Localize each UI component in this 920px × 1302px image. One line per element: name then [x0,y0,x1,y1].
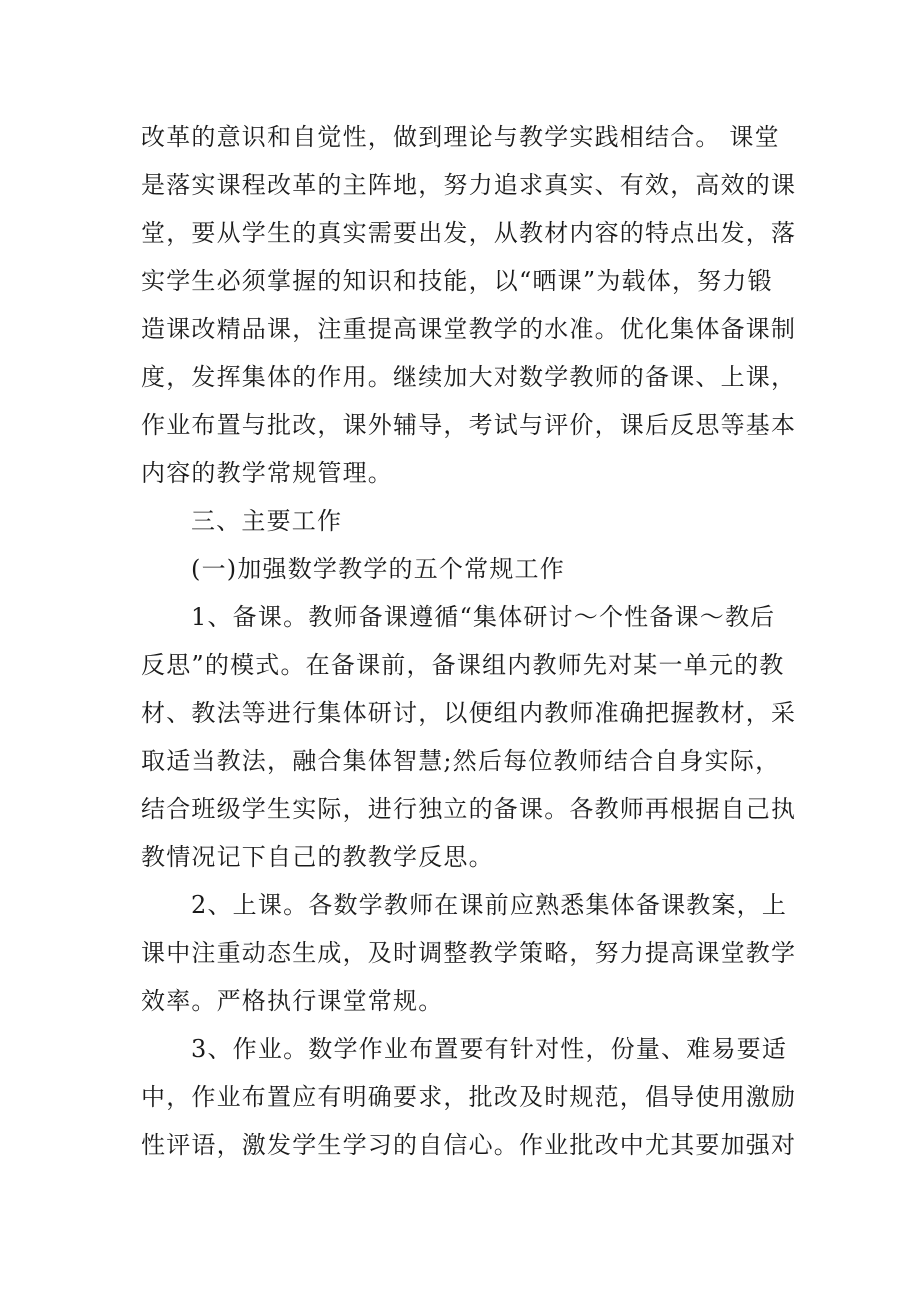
text-line: 度，发挥集体的作用。继续加大对数学教师的备课、上课， [141,363,797,391]
text-line: 内容的教学常规管理。 [141,459,393,487]
text-line: 堂，要从学生的真实需要出发，从教材内容的特点出发，落 [141,219,797,247]
text-line: 中，作业布置应有明确要求，批改及时规范，倡导使用激励 [141,1083,797,1111]
text-line: 1、备课。教师备课遵循“集体研讨～个性备课～教后 [191,603,776,631]
text-line: 材、教法等进行集体研讨，以便组内教师准确把握教材，采 [141,699,797,727]
body-text [141,113,797,1169]
text-line: 结合班级学生实际，进行独立的备课。各教师再根据自己执 [141,795,797,823]
text-line: (一)加强数学教学的五个常规工作 [191,555,565,583]
text-line: 三、主要工作 [191,507,343,535]
text-line: 实学生必须掌握的知识和技能，以“晒课”为载体，努力锻 [141,267,773,295]
text-line: 2、上课。各数学教师在课前应熟悉集体备课教案，上 [191,891,788,919]
text-line: 是落实课程改革的主阵地，努力追求真实、有效，高效的课 [141,171,797,199]
text-line: 改革的意识和自觉性，做到理论与教学实践相结合。 课堂 [141,123,780,151]
text-line: 造课改精品课，注重提高课堂教学的水准。优化集体备课制 [141,315,797,343]
text-line: 效率。严格执行课堂常规。 [141,987,444,1015]
text-line: 课中注重动态生成，及时调整教学策略，努力提高课堂教学 [141,939,797,967]
text-line: 性评语，激发学生学习的自信心。作业批改中尤其要加强对 [141,1131,797,1159]
text-line: 反思”的模式。在备课前，备课组内教师先对某一单元的教 [141,651,785,679]
text-line: 作业布置与批改，课外辅导，考试与评价，课后反思等基本 [141,411,797,439]
text-line: 取适当教法，融合集体智慧;然后每位教师结合自身实际， [141,747,781,775]
text-line: 3、作业。数学作业布置要有针对性，份量、难易要适 [191,1035,788,1063]
text-line: 教情况记下自己的教教学反思。 [141,843,494,871]
